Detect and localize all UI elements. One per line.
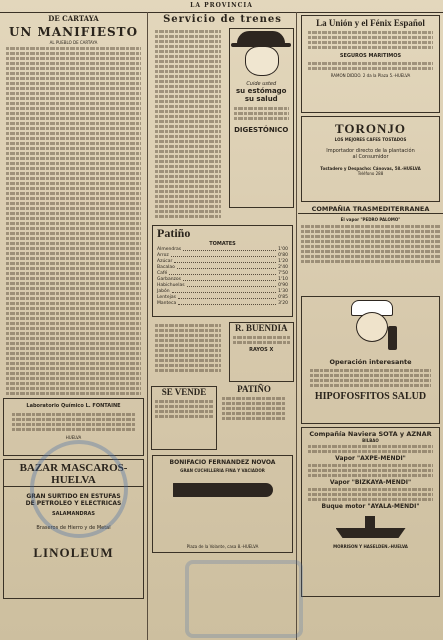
price-value: 0'80 bbox=[278, 253, 288, 258]
ad-trasmed-title: COMPAÑIA TRASMEDITERRANEA bbox=[298, 205, 443, 214]
ad-trasmed-ship: El vapor "PEDRO PALOMO" bbox=[340, 217, 401, 222]
trains-schedule bbox=[155, 28, 221, 220]
ad-sota-city: BILBAO bbox=[362, 438, 379, 443]
ad-toronjo-title: TORONJO bbox=[334, 121, 407, 136]
price-value: 7'50 bbox=[278, 271, 288, 276]
ad-sota-v3: Buque motor "AYALA-MENDI" bbox=[321, 503, 420, 510]
article-subhead: AL PUEBLO DE CARTAYA bbox=[49, 40, 98, 45]
ad-digestonico-line1: Cuide usted bbox=[246, 81, 277, 87]
ad-bazar-line2: DE PETROLEO Y ELECTRICAS bbox=[25, 500, 122, 507]
ad-union-title: La Unión y el Fénix Español bbox=[316, 18, 425, 28]
price-item: Garbanzos bbox=[157, 277, 182, 282]
tomates-list bbox=[153, 247, 292, 307]
library-stamp-icon bbox=[185, 560, 303, 638]
trains-heading: Servicio de trenes bbox=[163, 14, 282, 25]
ad-sota-v2: Vapor "BIZKAYA-MENDI" bbox=[329, 479, 412, 486]
ad-hipofosfitos bbox=[301, 296, 440, 424]
price-item: Azúcar bbox=[157, 259, 173, 264]
ad-toronjo-sub: LOS MEJORES CAFES TOSTADOS bbox=[334, 137, 407, 142]
masthead: LA PROVINCIA bbox=[0, 0, 443, 13]
ad-rayos: RAYOS X bbox=[249, 347, 274, 353]
ad-sota-footer: MORRISON Y HASELDEN.-HUELVA bbox=[333, 544, 408, 549]
ad-patino-logo: Patiño bbox=[157, 226, 191, 240]
man-with-hat-icon bbox=[231, 31, 291, 75]
ad-fernandez-title: BONIFACIO FERNANDEZ NOVOA bbox=[169, 459, 276, 466]
ad-tomates bbox=[152, 225, 293, 317]
ad-bazar-title: BAZAR MASCAROS-HUELVA bbox=[4, 462, 143, 487]
ad-union-fenix bbox=[301, 15, 440, 113]
ad-fontaine-city: HUELVA bbox=[65, 435, 82, 440]
ad-toronjo bbox=[301, 116, 440, 202]
ad-patino-2 bbox=[219, 384, 289, 452]
library-stamp-icon bbox=[30, 440, 128, 538]
article-body bbox=[6, 47, 141, 395]
ad-patino2-title: PATIÑO bbox=[237, 384, 271, 394]
ad-union-sub: SEGUROS MARITIMOS bbox=[339, 53, 402, 59]
price-item: Arroz bbox=[157, 253, 169, 258]
ad-toronjo-line2: al Consumidor bbox=[352, 154, 389, 160]
ad-sevende-title: SE VENDE bbox=[161, 387, 207, 397]
ship-icon bbox=[331, 512, 411, 542]
price-row bbox=[153, 301, 292, 307]
ad-sota-aznar bbox=[301, 427, 440, 597]
column-middle bbox=[149, 12, 297, 640]
razor-icon bbox=[173, 483, 273, 497]
ad-union-addr: RAMON DIDDO. 2 da la Plaza 5.-HUELVA bbox=[330, 73, 411, 78]
ad-sevende bbox=[151, 386, 217, 450]
price-value: 3'20 bbox=[278, 301, 288, 306]
price-item: Lentejas bbox=[157, 295, 176, 300]
price-value: 2'40 bbox=[278, 265, 288, 270]
ad-fernandez-novoa bbox=[152, 455, 293, 553]
column-right bbox=[298, 12, 443, 640]
article-heading: UN MANIFIESTO bbox=[8, 25, 139, 39]
ad-sota-v1: Vapor "AXPE-MENDI" bbox=[335, 455, 406, 462]
ad-buendia bbox=[229, 322, 295, 382]
ad-toronjo-line1: Importador directo de la plantación bbox=[326, 148, 415, 154]
ad-bazar-line3: SALAMANDRAS bbox=[51, 511, 96, 517]
price-item: Almendras bbox=[157, 247, 182, 252]
price-value: 1'10 bbox=[278, 277, 288, 282]
ad-operacion-title: Operación interesante bbox=[329, 358, 412, 366]
column-left bbox=[0, 12, 148, 640]
price-value: 1'30 bbox=[278, 289, 288, 294]
ad-bazar-linoleum: LINOLEUM bbox=[33, 545, 114, 560]
ad-fontaine-title: Laboratorio Químico L. FONTAINE bbox=[26, 403, 121, 409]
ad-trasmediterranea bbox=[298, 205, 443, 293]
price-value: 1'00 bbox=[278, 247, 288, 252]
ad-fernandez-sub: GRAN CUCHILLERIA FINA Y VACIADOR bbox=[180, 468, 265, 473]
ad-buendia-title: R. BUENDIA bbox=[234, 323, 288, 333]
ad-digestonico-brand: DIGESTÓNICO bbox=[234, 126, 289, 134]
price-value: 0'90 bbox=[278, 283, 288, 288]
ad-bazar-line4: Braseros de Hierro y de Metal bbox=[36, 525, 111, 531]
ad-bazar-line1: GRAN SURTIDO EN ESTUFAS bbox=[26, 493, 121, 500]
price-value: 1'20 bbox=[278, 259, 288, 264]
tomates-title: TOMATES bbox=[209, 241, 236, 247]
ad-digestonico-line2: su estómago bbox=[236, 87, 287, 95]
price-value: 0'85 bbox=[278, 295, 288, 300]
price-item: Jabón bbox=[157, 289, 170, 294]
ad-toronjo-tel: Teléfono 288 bbox=[357, 171, 384, 176]
ad-digestonico bbox=[229, 28, 295, 208]
ad-sota-title: Compañía Naviera SOTA y AZNAR bbox=[309, 430, 432, 438]
price-item: Manteca bbox=[157, 301, 177, 306]
ad-toronjo-addr: Tostadero y Despacho: Cánovas, 58.-HUELVA bbox=[320, 166, 421, 171]
article-kicker: DE CARTAYA bbox=[48, 14, 99, 23]
ad-hipofosfitos-title: HIPOFOSFITOS SALUD bbox=[314, 391, 427, 402]
ad-fernandez-footer: Plaza de la Volante, casa 8.-HUELVA bbox=[186, 544, 259, 549]
price-item: Bacalao bbox=[157, 265, 175, 270]
price-item: Habichuelas bbox=[157, 283, 185, 288]
nurse-illustration-icon bbox=[336, 300, 406, 355]
ad-digestonico-line3: su salud bbox=[244, 95, 278, 103]
price-item: Café bbox=[157, 271, 168, 276]
